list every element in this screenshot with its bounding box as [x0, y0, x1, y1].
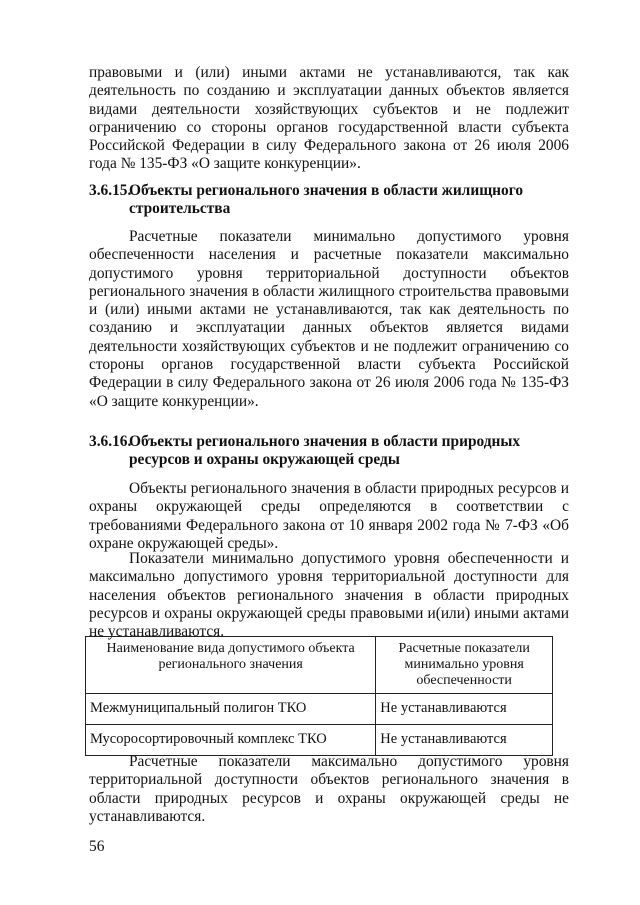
intro-paragraph: правовыми и (или) иными актами не устанавливаются, так как деятельность по созданию и эксплуатации данных объектов является видами деятельности хозяйствующих субъектов и не подлежит ограничению со стороны органов государственной власти субъекта Российской Федерации в силу Федерального закона от 26 июля 2006 года № 135-ФЗ «О защите конкуренции».	[89, 64, 569, 173]
section-title: Объекты регионального значения в области жилищного строительства	[129, 182, 524, 218]
table-cell: Не устанавливаются	[376, 725, 553, 756]
section-paragraph: Расчетные показатели максимально допустимого уровня территориальной доступности объектов регионального значения в области природных ресурсов и охраны окружающей среды не устанавливаются.	[89, 753, 569, 825]
table-header-cell: Расчетные показатели минимально уровня обеспеченности	[376, 637, 553, 694]
section-title: Объекты регионального значения в области природных ресурсов и охраны окружающей среды	[129, 433, 521, 469]
page-number: 56	[89, 838, 105, 855]
table-cell: Межмуниципальный полигон ТКО	[86, 694, 376, 725]
section-paragraph: Объекты регионального значения в области природных ресурсов и охраны окружающей среды определяются в соответствии с требованиями Федерального закона от 10 января 2002 года № 7-ФЗ «Об охране окружающей среды».	[89, 480, 569, 552]
indicators-table	[85, 636, 553, 756]
section-number: 3.6.15.	[89, 182, 132, 199]
table-header-cell: Наименование вида допустимого объекта регионального значения	[86, 637, 376, 694]
table-cell: Не устанавливаются	[376, 694, 553, 725]
table-cell: Мусоросортировочный комплекс ТКО	[86, 725, 376, 756]
section-number: 3.6.16.	[89, 433, 132, 450]
table-row	[86, 694, 553, 725]
table-row	[86, 725, 553, 756]
section-paragraph: Расчетные показатели минимально допустимого уровня обеспеченности населения и расчетные показатели максимально допустимого уровня территориальной доступности объектов регионального значения в области жилищного строительства правовыми и (или) иными актами не устанавливаются, так как деятельность по созданию и эксплуатации данных объектов является видами деятельности хозяйствующих субъектов и не подлежит ограничению со стороны органов государственной власти субъекта Российской Федерации в силу Федерального закона от 26 июля 2006 года № 135-ФЗ «О защите конкуренции».	[89, 228, 569, 410]
section-paragraph: Показатели минимально допустимого уровня обеспеченности и максимально допустимого уровня территориальной доступности для населения объектов регионального значения в области природных ресурсов и охраны окружающей среды правовыми и(или) иными актами не устанавливаются.	[89, 550, 569, 641]
table-header-row	[86, 637, 553, 694]
